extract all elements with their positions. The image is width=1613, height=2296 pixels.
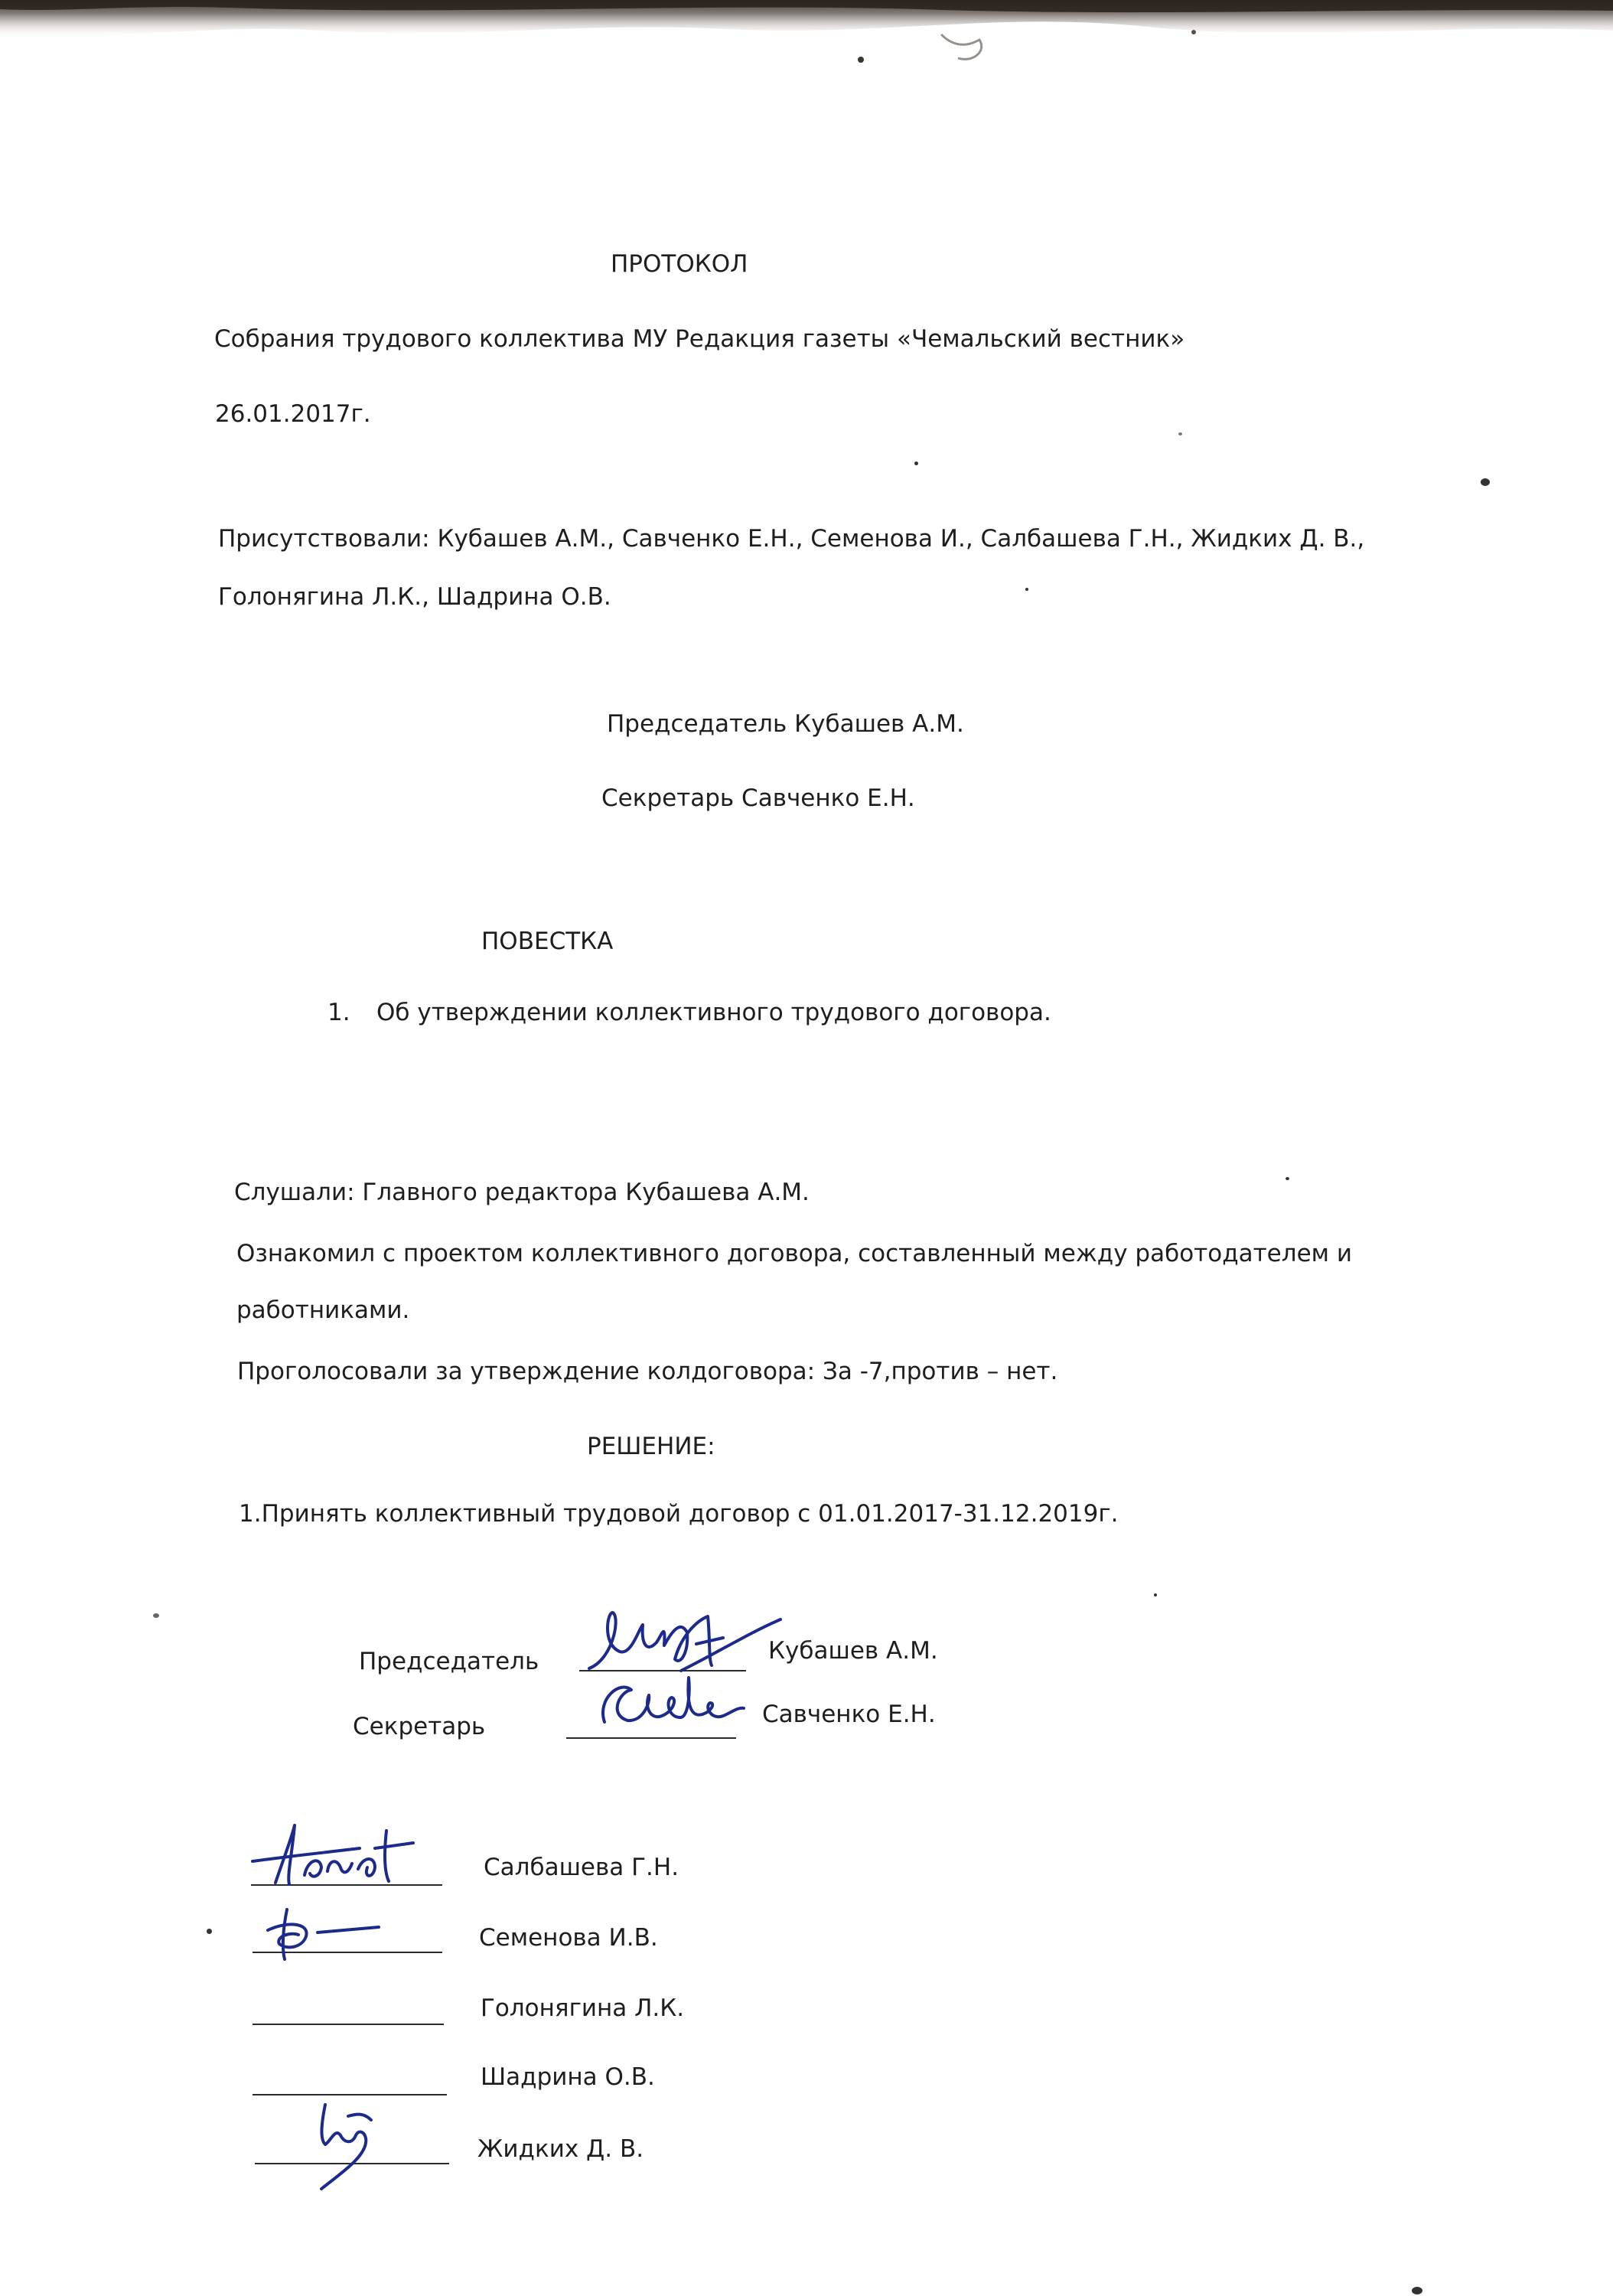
secretary-line: Секретарь Савченко Е.Н. [601,784,915,812]
decision-item: 1.Принять коллективный трудовой договор с 01.01.2017-31.12.2019г. [239,1500,1119,1528]
sig-secretary-label: Секретарь [353,1713,486,1740]
scan-speck [1178,432,1182,435]
protocol-subtitle: Собрания трудового коллектива МУ Редакция газеты «Чемальский вестник» [214,325,1185,353]
vote-line: Проголосовали за утверждение колдоговора: За -7,против – нет. [237,1358,1058,1385]
attendance-line-1: Присутствовали: Кубашев А.М., Савченко Е.Н., Семенова И., Салбашева Г.Н., Жидких Д. В., [218,525,1365,553]
member-signature-1 [222,1814,451,1898]
attendance-line-2: Голонягина Л.К., Шадрина О.В. [218,583,611,611]
member-name-5: Жидких Д. В. [477,2135,644,2163]
member-line-4 [253,2094,447,2095]
intro-line-2: работниками. [236,1296,410,1324]
protocol-title: ПРОТОКОЛ [611,250,748,278]
sig-chair-name: Кубашев А.М. [768,1637,938,1665]
scan-top-edge [0,0,1613,84]
secretary-signature [574,1661,758,1737]
sig-secretary-line [566,1737,736,1739]
protocol-date: 26.01.2017г. [215,400,371,428]
decision-heading: РЕШЕНИЕ: [587,1433,715,1460]
member-name-1: Салбашева Г.Н. [484,1854,679,1881]
scan-speck [1481,478,1490,486]
member-signature-2 [245,1898,398,1967]
member-name-2: Семенова И.В. [479,1924,658,1952]
scan-speck [153,1613,159,1618]
intro-line-1: Ознакомил с проектом коллективного договора, составленный между работодателем и [236,1240,1353,1267]
scan-speck [1025,588,1028,591]
sig-secretary-name: Савченко Е.Н. [762,1701,936,1728]
member-name-4: Шадрина О.В. [481,2063,655,2091]
chair-line: Председатель Кубашев А.М. [607,710,964,738]
agenda-item-number: 1. [327,999,350,1026]
scan-speck [207,1929,212,1934]
scan-speck [1412,2287,1422,2294]
agenda-item-text: Об утверждении коллективного трудового договора. [376,999,1051,1026]
scan-speck [1286,1177,1289,1180]
member-signature-5 [283,2097,406,2197]
agenda-heading: ПОВЕСТКА [481,928,614,955]
heard-line: Слушали: Главного редактора Кубашева А.М. [234,1179,810,1206]
scan-speck [1154,1593,1157,1596]
scan-speck [914,461,918,465]
member-name-3: Голонягина Л.К. [481,1994,685,2022]
member-line-3 [253,2024,444,2025]
sig-chair-label: Председатель [359,1648,539,1675]
